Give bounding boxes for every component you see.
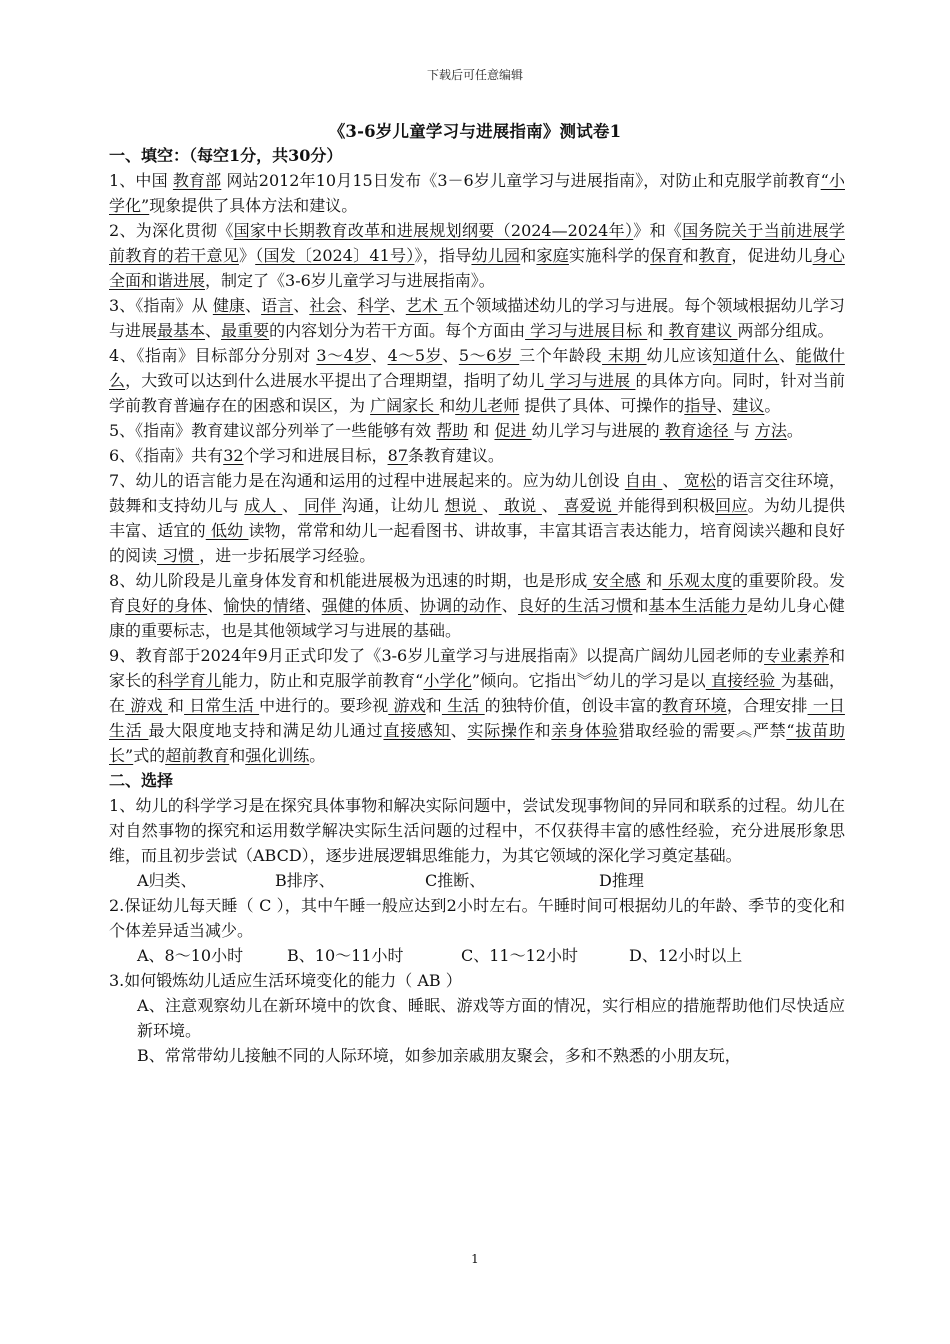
text-run: 2、为深化贯彻《 (109, 221, 234, 240)
text-run: 、 (403, 596, 420, 615)
question-8 (109, 568, 845, 643)
underlined-answer: 教育 (698, 246, 732, 265)
underlined-answer: 日常生活 (184, 696, 260, 715)
text-run: ，合理安排 (726, 696, 808, 715)
underlined-answer: 宽松 (678, 471, 717, 490)
underlined-answer: 成人 (244, 496, 283, 515)
choice-3-option-a (109, 993, 845, 1043)
text-run: 二、选择 (109, 771, 174, 790)
text-run: 、 (779, 346, 796, 365)
underlined-answer: 回应 (715, 496, 748, 515)
text-run: 7、幼儿的语言能力是在沟通和运用的过程中进展起来的。应为幼儿创设 (109, 471, 625, 490)
text-run: 、 (716, 396, 733, 415)
underlined-answer: 喜爱说 (558, 496, 618, 515)
page-number: 1 (471, 1252, 479, 1266)
underlined-answer: 幼儿园 (471, 246, 521, 265)
underlined-answer: 艺术 (405, 296, 444, 315)
text-run: 和家长的 (109, 646, 845, 690)
text-run: 。 (764, 396, 781, 415)
text-run: 猎取经验的需要︽严禁 (618, 721, 787, 740)
text-run: 。为幼儿提供丰富、适宜的 (109, 496, 845, 540)
underlined-answer: 教育途径 (659, 421, 734, 440)
underlined-answer: 实际操作 (467, 721, 535, 740)
question-7 (109, 468, 845, 568)
underlined-answer: 一日生活 (109, 696, 845, 740)
text-run: 、 (341, 296, 358, 315)
text-run: 和 (632, 596, 649, 615)
text-run: 为基础，在 (109, 671, 845, 715)
text-run: 、 (245, 296, 262, 315)
question-1 (109, 168, 845, 218)
text-run: 》和《 (633, 221, 683, 240)
text-run: 和 (425, 696, 442, 715)
text-run: 、 (541, 496, 559, 515)
choice-question-1 (109, 793, 845, 868)
underlined-answer: 教育部 (172, 171, 222, 190)
text-run: 中进行的。要珍视 (259, 696, 389, 715)
underlined-answer: 安全感 (587, 571, 647, 590)
underlined-answer: 教育建议 (663, 321, 738, 340)
option-a: A归类、 (137, 871, 197, 890)
text-run: 、 (207, 596, 224, 615)
text-run: 现象提供了具体方法和建议。 (149, 196, 358, 215)
text-run: 实施科学的 (568, 246, 651, 265)
underlined-answer: 游戏 (125, 696, 168, 715)
underlined-answer: 基本生活能力 (648, 596, 748, 615)
option-b: B、10～11小时 (287, 946, 404, 965)
text-run: 和 (468, 421, 495, 440)
underlined-answer: 广阔家长 (370, 396, 440, 415)
text-run: 一、填空：（每空1分，共30分） (109, 146, 343, 165)
text-run: 和 (682, 246, 699, 265)
text-run: 、 (371, 346, 388, 365)
text-run: 、 (662, 471, 679, 490)
underlined-answer: 语言 (261, 296, 294, 315)
text-run: 1、中国 (109, 171, 173, 190)
text-run: 、 (450, 721, 468, 740)
underlined-answer: 建议 (732, 396, 765, 415)
option-a: A、8～10小时 (137, 946, 244, 965)
underlined-answer: 国务院关于当前进展学前教育的若干意见 (109, 221, 845, 265)
option-d: D推理 (599, 871, 644, 890)
text-run: 、 (389, 296, 406, 315)
text-run: 9、教育部于2024年9月正式印发了《3-6岁儿童学习与进展指南》以提高广阔幼儿园老师的 (109, 646, 765, 665)
text-run: 》，指导 (414, 246, 472, 265)
underlined-answer: 32 (223, 446, 244, 465)
text-run: 2.保证幼儿每天睡（ C ），其中午睡一般应达到2小时左右。午睡时间可根据幼儿的年龄、季节的变化和个体差异适当减少。 (109, 896, 845, 940)
underlined-answer: 教育环境 (662, 696, 727, 715)
text-run: 》 (238, 246, 256, 265)
text-run: 8、幼儿阶段是儿童身体发育和机能进展极为迅速的时期，也是形成 (109, 571, 588, 590)
section-heading-fill-in (109, 143, 845, 168)
underlined-answer: 促进 (494, 421, 532, 440)
option-c: C、11～12小时 (461, 946, 578, 965)
text-run: 3、《指南》从 (109, 296, 213, 315)
question-9 (109, 643, 845, 768)
underlined-answer: 科学育儿 (157, 671, 222, 690)
underlined-answer: 游戏 (388, 696, 426, 715)
question-5 (109, 418, 845, 443)
underlined-answer: 最基本 (157, 321, 206, 340)
underlined-answer: 想说 (444, 496, 483, 515)
underlined-answer: 同伴 (298, 496, 342, 515)
underlined-answer: 身心全面和谐进展 (109, 246, 845, 290)
text-run: 和 (439, 396, 456, 415)
option-d: D、12小时以上 (629, 946, 743, 965)
text-run: 沟通，让幼儿 (341, 496, 445, 515)
text-run: 的具体方向。同时，针对当前学前教育普遍存在的困惑和误区，为 (109, 371, 845, 415)
document-title: 《3-6岁儿童学习与进展指南》测试卷1 (328, 122, 622, 141)
underlined-answer: 5～6岁 (458, 346, 520, 365)
underlined-answer: 乐观太度 (662, 571, 733, 590)
text-run: 的重要阶段。发育 (109, 571, 845, 615)
text-run: A、注意观察幼儿在新环境中的饮食、睡眠、游戏等方面的情况，实行相应的措施帮助他们尽快适应新环境。 (137, 996, 845, 1040)
text-run: 条教育建议。 (407, 446, 504, 465)
underlined-answer: 保育 (650, 246, 683, 265)
underlined-answer: 自由 (624, 471, 663, 490)
underlined-answer: 3～4岁 (316, 346, 372, 365)
text-run: 幼儿应该 (646, 346, 713, 365)
question-3 (109, 293, 845, 343)
text-run: 、 (293, 296, 310, 315)
underlined-answer: 超前教育 (165, 746, 230, 765)
underlined-answer: 方法 (754, 421, 787, 440)
text-run: 并能得到积极 (617, 496, 716, 515)
underlined-answer: 家庭 (536, 246, 569, 265)
underlined-answer: 幼儿老师 (455, 396, 520, 415)
underlined-answer: 能做什么 (109, 346, 845, 390)
choice-question-3 (109, 968, 845, 993)
text-run: 、 (305, 596, 322, 615)
question-6 (109, 443, 845, 468)
underlined-answer: “拔苗助长” (109, 721, 845, 765)
header-note: 下载后可任意编辑 (426, 68, 523, 82)
underlined-answer: 社会 (309, 296, 342, 315)
underlined-answer: “小学化” (109, 171, 845, 215)
underlined-answer: 末期 (602, 346, 647, 365)
underlined-answer: 健康 (212, 296, 246, 315)
underlined-answer: 指导 (684, 396, 717, 415)
text-run: 两部分组成。 (737, 321, 834, 340)
option-c: C推断、 (425, 871, 486, 890)
underlined-answer: 最重要 (221, 321, 270, 340)
text-run: ，制定了《3-6岁儿童学习与进展指南》。 (205, 271, 495, 290)
text-run: 和 (646, 571, 663, 590)
underlined-answer: 4～5岁 (387, 346, 443, 365)
underlined-answer: 亲身体验 (551, 721, 619, 740)
text-run: 个学习和进展目标， (243, 446, 388, 465)
text-run: 、 (482, 496, 499, 515)
text-run: 6、《指南》共有 (109, 446, 224, 465)
choice-2-options (109, 943, 845, 968)
choice-3-option-b (109, 1043, 845, 1068)
underlined-answer: 学习与进展 (544, 371, 636, 390)
text-run: 和 (229, 746, 246, 765)
text-run: 、 (501, 596, 518, 615)
underlined-answer: （国发〔2024〕41号） (255, 246, 415, 265)
underlined-answer: 国家中长期教育改革和进展规划纲要（2024—2024年） (233, 221, 634, 240)
text-run: 、 (282, 496, 299, 515)
text-run: 式的 (133, 746, 166, 765)
text-run: 的语言交往环境，鼓舞和支持幼儿与 (109, 471, 845, 515)
option-b: B排序、 (275, 871, 335, 890)
underlined-answer: 良好的生活习惯 (517, 596, 633, 615)
document-body (109, 143, 845, 1068)
underlined-answer: 小学化 (423, 671, 472, 690)
underlined-answer: 学习与进展目标 (525, 321, 648, 340)
underlined-answer: 帮助 (436, 421, 469, 440)
section-heading-choice (109, 768, 845, 793)
underlined-answer: 低幼 (205, 521, 249, 540)
choice-question-2 (109, 893, 845, 943)
text-run: 与 (733, 421, 755, 440)
underlined-answer: 习惯 (157, 546, 200, 565)
underlined-answer: 协调的动作 (419, 596, 502, 615)
text-run: 的独特价值，创设丰富的 (484, 696, 663, 715)
text-run: ”倾向。它指出︾幼儿的学习是以 (471, 671, 706, 690)
text-run: 和 (647, 321, 664, 340)
text-run: 4、《指南》目标部分分别对 (109, 346, 317, 365)
text-run: 和 (534, 721, 552, 740)
question-2 (109, 218, 845, 293)
underlined-answer: 直接经验 (705, 671, 781, 690)
underlined-answer: 知道什么 (712, 346, 780, 365)
underlined-answer: 直接感知 (383, 721, 451, 740)
text-run: 。 (786, 421, 803, 440)
underlined-answer: 愉快的情绪 (223, 596, 306, 615)
underlined-answer: 良好的身体 (125, 596, 208, 615)
text-run: 。 (309, 746, 326, 765)
text-run: 和 (520, 246, 537, 265)
underlined-answer: 敢说 (498, 496, 542, 515)
text-run: 和 (167, 696, 185, 715)
text-run: 、 (442, 346, 459, 365)
underlined-answer: 科学 (357, 296, 390, 315)
text-run: 是幼儿身心健康的重要标志，也是其他领域学习与进展的基础。 (109, 596, 845, 640)
text-run: 最大限度地支持和满足幼儿通过 (148, 721, 384, 740)
text-run: 、 (205, 321, 222, 340)
choice-1-options (109, 868, 845, 893)
text-run: 网站2012年10月15日发布《3－6岁儿童学习与进展指南》，对防止和克服学前教育 (221, 171, 821, 190)
text-run: 幼儿学习与进展的 (531, 421, 660, 440)
underlined-answer: 87 (387, 446, 408, 465)
text-run: 1、幼儿的科学学习是在探究具体事物和解决实际问题中，尝试发现事物间的异同和联系的过程。幼儿在对自然事物的探究和运用数学解决实际生活问题的过程中，不仅获得丰富的感性经验，充分进展形象思维，而且初步尝试（ABCD），逐步进展逻辑思维能力，为其它领域的深化学习奠定基础。 (109, 796, 845, 865)
text-run: 的内容划分为若干方面。每个方面由 (269, 321, 526, 340)
text-run: ，大致可以达到什么进展水平提出了合理期望，指明了幼儿 (125, 371, 545, 390)
text-run: 三个年龄段 (519, 346, 603, 365)
text-run: 读物，常常和幼儿一起看图书、讲故事，丰富其语言表达能力，培育阅读兴趣和良好的阅读 (109, 521, 845, 565)
underlined-answer: 强健的体质 (321, 596, 404, 615)
text-run: ，促进幼儿 (731, 246, 813, 265)
underlined-answer: 生活 (441, 696, 485, 715)
text-run: 能力，防止和克服学前教育“ (221, 671, 424, 690)
text-run: B、常常带幼儿接触不同的人际环境，如参加亲戚朋友聚会，多和不熟悉的小朋友玩， (137, 1046, 741, 1065)
text-run: ，进一步拓展学习经验。 (199, 546, 376, 565)
text-run: 五个领域描述幼儿的学习与进展。每个领域根据幼儿学习与进展 (109, 296, 845, 340)
text-run: 提供了具体、可操作的 (519, 396, 685, 415)
underlined-answer: 专业素养 (764, 646, 829, 665)
text-run: 5、《指南》教育建议部分列举了一些能够有效 (109, 421, 437, 440)
text-run: 3.如何锻炼幼儿适应生活环境变化的能力（ AB ） (109, 971, 462, 990)
underlined-answer: 强化训练 (245, 746, 310, 765)
question-4 (109, 343, 845, 418)
